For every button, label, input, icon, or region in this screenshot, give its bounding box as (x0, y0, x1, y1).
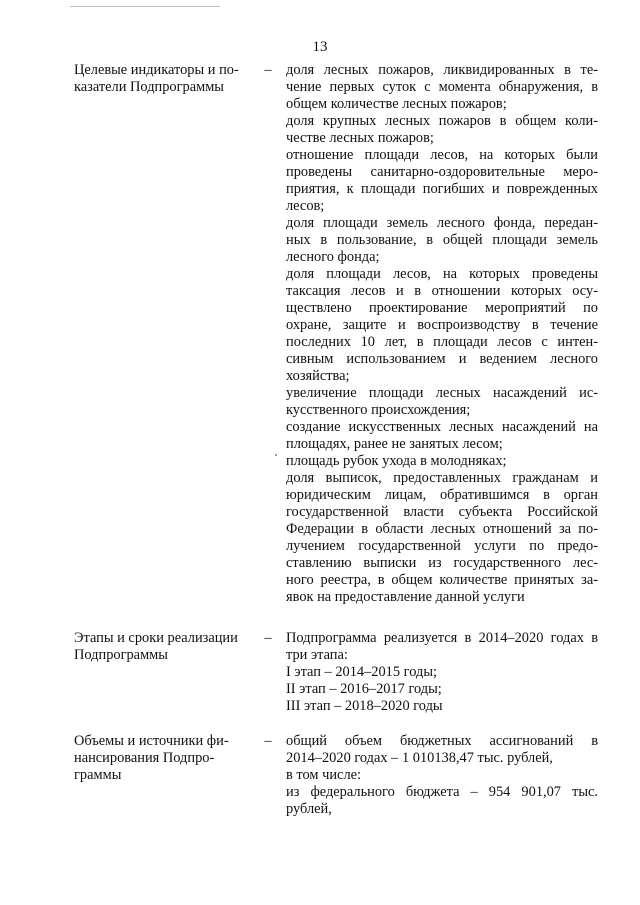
label-line: Объемы и источники фи- (74, 733, 229, 749)
section-label (74, 733, 259, 784)
content-line: таксация лесов и в отношении которых осу- (286, 283, 598, 299)
section-content (286, 733, 598, 818)
content-line: площадь рубок ухода в молодняках; (286, 453, 507, 469)
content-line: приятия, к площади погибших и поврежденных (286, 181, 598, 197)
section-label (74, 630, 259, 664)
content-line: доля крупных лесных пожаров в общем коли- (286, 113, 598, 129)
content-line: кусственного происхождения; (286, 402, 471, 418)
content-line: доля площади земель лесного фонда, передан- (286, 215, 598, 231)
label-line: Этапы и сроки реализации (74, 630, 238, 646)
content-line: II этап – 2016–2017 годы; (286, 681, 442, 697)
content-line: увеличение площади лесных насаждений ис- (286, 385, 598, 401)
content-line: рублей, (286, 801, 332, 817)
content-line: доля лесных пожаров, ликвидированных в те- (286, 62, 598, 78)
content-line: I этап – 2014–2015 годы; (286, 664, 437, 680)
label-line: Целевые индикаторы и по- (74, 62, 239, 78)
content-line: государственной власти субъекта Российской (286, 504, 598, 520)
content-line: чение первых суток с момента обнаружения, в (286, 79, 598, 95)
content-line: площадях, ранее не занятых лесом; (286, 436, 503, 452)
content-line: хозяйства; (286, 368, 350, 384)
content-line: отношение площади лесов, на которых были (286, 147, 598, 163)
label-line: казатели Подпрограммы (74, 79, 224, 95)
content-line: доля площади лесов, на которых проведены (286, 266, 598, 282)
content-line: III этап – 2018–2020 годы (286, 698, 443, 714)
content-line: общем количестве лесных пожаров; (286, 96, 507, 112)
content-line: охране, защите и воспроизводству в течение (286, 317, 598, 333)
content-line: последних 10 лет, в площади лесов с интен- (286, 334, 598, 350)
scan-edge-line (70, 6, 220, 7)
content-line: общий объем бюджетных ассигнований в (286, 733, 598, 749)
content-line: в том числе: (286, 767, 362, 783)
content-line: ставлению выписки из государственного лес- (286, 555, 598, 571)
content-line: три этапа: (286, 647, 348, 663)
content-line: ных в пользование, в общей площади земель (286, 232, 598, 248)
content-line: честве лесных пожаров; (286, 130, 434, 146)
content-line: Федерации в области лесных отношений за по- (286, 521, 598, 537)
dash-separator: – (264, 630, 272, 646)
label-line: граммы (74, 767, 122, 783)
scan-speck (275, 454, 277, 456)
content-line: из федерального бюджета – 954 901,07 тыс. (286, 784, 598, 800)
content-line: 2014–2020 годах – 1 010138,47 тыс. рублей, (286, 750, 553, 766)
section-label (74, 62, 259, 96)
content-line: ного реестра, в общем количестве принятых за- (286, 572, 598, 588)
section-content (286, 630, 598, 715)
content-line: явок на предоставление данной услуги (286, 589, 525, 605)
content-line: ществлено проектирование мероприятий по (286, 300, 598, 316)
label-line: Подпрограммы (74, 647, 168, 663)
content-line: сивным использованием и ведением лесного (286, 351, 598, 367)
content-line: лучением государственной услуги по предо- (286, 538, 598, 554)
content-line: доля выписок, предоставленных гражданам и (286, 470, 598, 486)
page-number: 13 (312, 39, 328, 55)
label-line: нансирования Подпро- (74, 750, 215, 766)
content-line: юридическим лицам, обратившимся в орган (286, 487, 598, 503)
content-line: создание искусственных лесных насаждений на (286, 419, 598, 435)
content-line: лесов; (286, 198, 325, 214)
section-content (286, 62, 598, 606)
dash-separator: – (264, 62, 272, 78)
content-line: Подпрограмма реализуется в 2014–2020 годах в (286, 630, 598, 646)
dash-separator: – (264, 733, 272, 749)
content-line: лесного фонда; (286, 249, 380, 265)
content-line: проведены санитарно-оздоровительные меро- (286, 164, 598, 180)
